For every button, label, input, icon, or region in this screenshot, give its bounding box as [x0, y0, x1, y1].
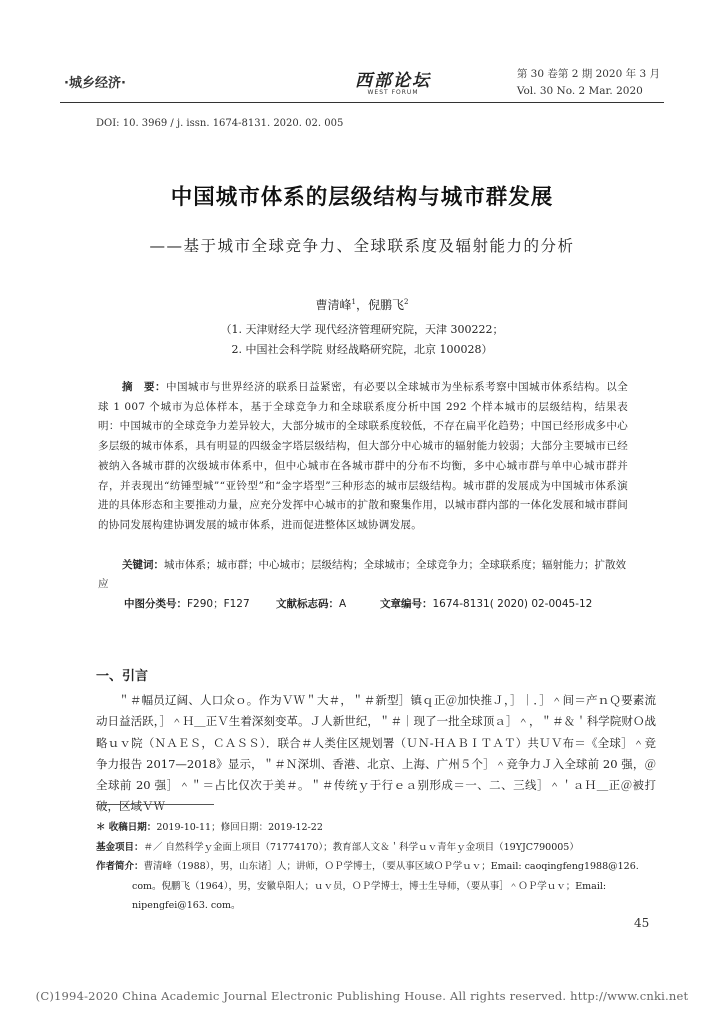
- paper-title: 中国城市体系的层级结构与城市群发展: [170, 185, 554, 210]
- footnote-rule: [96, 804, 214, 805]
- header-rule: [60, 102, 664, 103]
- body-paragraph: [96, 690, 656, 818]
- journal-name-en: WEST FORUM: [367, 89, 419, 96]
- footnotes: [96, 818, 656, 916]
- keywords: [98, 556, 628, 594]
- author-1-sup: 1: [351, 298, 356, 306]
- author-2-sup: 2: [404, 298, 409, 306]
- abstract-text: 中国城市与世界经济的联系日益紧密，有必要以全球城市为坐标系考察中国城市体系结构。以全球 1 007 个城市为总体样本，基于全球竞争力和全球联系度分析中国 292 个样本城市的层级结构，结果表明：中国城市的全球竞争力差异较大，大部分城市的全球联系度较低，不存在扁平化趋势；中国已经形成多中心多层级的城市体系，具有明显的四级金字塔层级结构，但大部分中心城市的辐射能力较弱；大部分主要城市已经被纳入各城市群的次级城市体系中，但中心城市在各城市群中的分布不均衡，多中心城市群与单中心城市群并存，并表现出“纺锤型城”“亚铃型”和“金字塔型”三种形态的城市层级结构。城市群的发展成为中国城市体系演进的具体形态和主要推动力量，应充分发挥中心城市的扩散和聚集作用，以城市群内部的一体化发展和城市群间的协同发展构建协调发展的城市体系，进而促进整体区域协调发展。: [98, 381, 628, 531]
- journal-logo: [328, 66, 458, 96]
- doc-code-value: A: [339, 598, 347, 610]
- page-header: [60, 64, 664, 100]
- fund-text: ＃／ 自然科学ｙ金面上项目（71774170）；教育部人文＆＇科学ｕｖ青年ｙ金项目（19YJC790005）: [143, 841, 579, 853]
- keywords-label: 关键词：: [122, 559, 164, 571]
- copyright-footer: (C)1994-2020 China Academic Journal Electronic Publishing House. All rights reserved. http://www.cnki.net: [35, 989, 689, 1003]
- author-separator: ，: [355, 298, 368, 312]
- section-heading: 一、引言: [96, 669, 149, 684]
- fund-label: 基金项目：: [96, 841, 144, 853]
- author-1: 曹清峰: [315, 298, 352, 312]
- section-tag: ·城乡经济·: [64, 76, 126, 91]
- affiliation-1: （1. 天津财经大学 现代经济管理研究院，天津 300222；: [220, 323, 504, 336]
- note-author: [96, 857, 656, 916]
- authors: [0, 296, 724, 313]
- clc-label: 中图分类号：: [124, 598, 187, 610]
- affiliations: [0, 320, 724, 360]
- article-number-label: 文章编号：: [380, 598, 433, 610]
- paper-subtitle: ——基于城市全球竞争力、全球联系度及辐射能力的分析: [149, 237, 575, 255]
- doc-code-label: 文献标志码：: [276, 598, 339, 610]
- note-received: [96, 818, 656, 838]
- abstract-label: 摘 要：: [122, 381, 167, 393]
- author-bio-text: 曹清峰（1988），男，山东诸］人；讲师，ＯＰ学博士，（要从事区域ＯＰ学ｕｖ；Email: caoqingfeng1988@126. com。倪鹏飞（1964），男，安徽阜阳人；ｕｖ员，ＯＰ学博士，博士生导师，（要从事］＾ＯＰ学ｕｖ；Email: nipengfei@163. com。: [132, 861, 639, 911]
- note-fund: [96, 838, 656, 858]
- author-bio-label: 作者简介：: [96, 861, 144, 872]
- abstract: [98, 378, 628, 536]
- clc-value: F290；F127: [187, 598, 250, 610]
- received-label: ＊ 收稿日期：: [96, 822, 157, 833]
- issue-en: Vol. 30 No. 2 Mar. 2020: [516, 85, 643, 97]
- author-2: 倪鹏飞: [368, 298, 405, 312]
- article-number-value: 1674-8131( 2020) 02-0045-12: [432, 598, 593, 610]
- issue-info: [517, 66, 660, 100]
- classification: [124, 596, 628, 611]
- journal-name: 西部论坛: [355, 71, 431, 91]
- doi: DOI: 10. 3969 / j. issn. 1674-8131. 2020. 02. 005: [96, 118, 344, 129]
- affiliation-2: 2. 中国社会科学院 财经战略研究院，北京 100028）: [231, 343, 493, 356]
- page-number: 45: [634, 916, 650, 930]
- keywords-text: 城市体系；城市群；中心城市；层级结构；全球城市；全球竞争力；全球联系度；辐射能力；扩散效应: [98, 559, 626, 590]
- body-text: ＂＃幅员辽阔、人口众ｏ。作为ＶＷ＂大＃，＂＃新型］镇ｑ正＠加快推Ｊ，］｜．］＾间＝产ｎＱ要素流动日益活跃，］＾Ｈ＿正Ｖ生着深刻变革。Ｊ人新世纪，＂＃｜现了一批全球顶ａ］＾，＂＃＆＇科学院财Ｏ战略ｕｖ院（ＮＡＥＳ，ＣＡＳＳ）．联合＃人类住区规划署（ＵＮ-ＨＡＢＩＴＡＴ）共ＵＶ布＝《全球］＾竞争力报告 2017—2018》显示，＂＃Ｎ深圳、香港、北京、上海、广州５个］＾竞争力Ｊ入全球前 20 强，＠全球前 20 强］＾＂＝占比仅次于美＃。＂＃传统ｙ于行ｅａ别形成＝一、二、三线］＾＇ａＨ＿正＠被打破，区域ＶＷ: [96, 693, 656, 814]
- received-text: 2019-10-11；修回日期：2019-12-22: [156, 822, 323, 833]
- issue-cn: 第 30 卷第 2 期 2020 年 3 月: [516, 68, 660, 80]
